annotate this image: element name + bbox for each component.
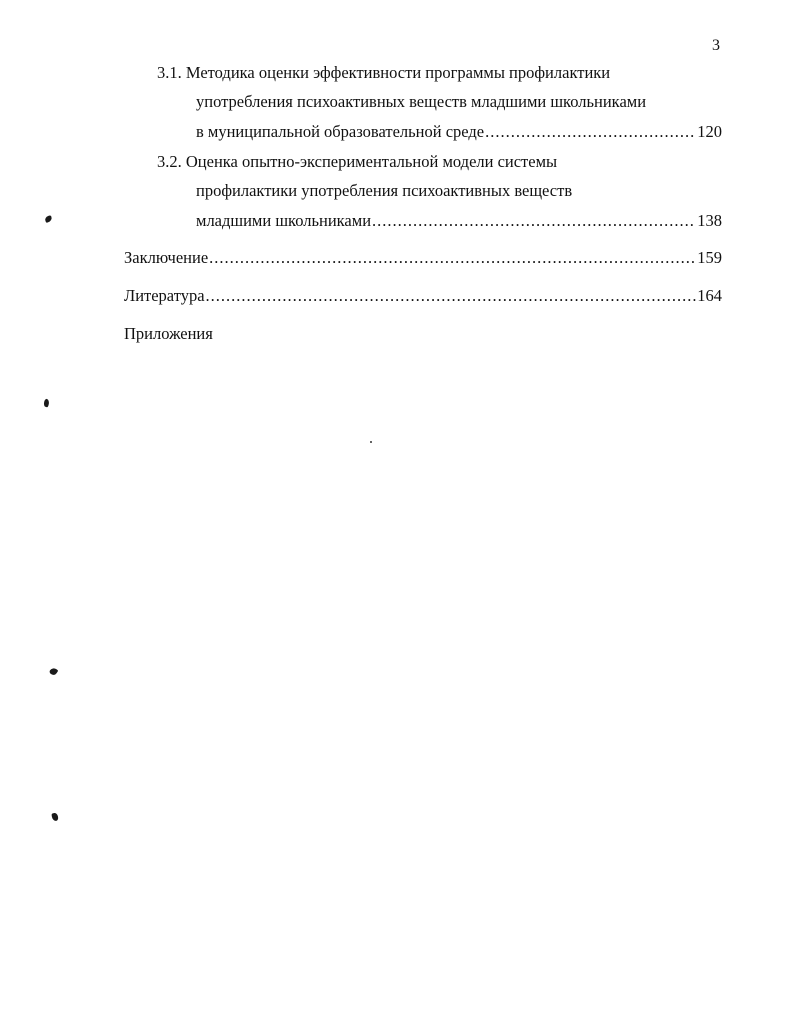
toc-entry-line: 3.1. Методика оценки эффективности программы профилактики — [157, 63, 611, 82]
toc-entry-text: младшими школьниками — [196, 211, 372, 230]
toc-entry-appendices: Приложения — [124, 324, 213, 343]
toc-page-number: 164 — [697, 286, 722, 305]
dot-leader — [485, 121, 696, 143]
page-number: 3 — [712, 37, 720, 54]
toc-entry-literature — [124, 285, 722, 307]
toc-page-number: 120 — [697, 122, 722, 141]
toc-entry-line: 3.2. Оценка опытно-экспериментальной модели системы — [157, 152, 558, 171]
toc-entry-last-line — [196, 210, 722, 232]
toc-entry-text: Литература — [124, 286, 205, 305]
dot-leader — [206, 285, 697, 307]
toc-entry-text: Заключение — [124, 248, 209, 267]
dot-leader — [209, 247, 696, 269]
toc-entry-text: в муниципальной образовательной среде — [196, 122, 485, 141]
toc-entry-line: профилактики употребления психоактивных веществ — [196, 181, 573, 200]
dot-leader — [372, 210, 696, 232]
toc-entry-line: употребления психоактивных веществ младшими школьниками — [196, 92, 647, 111]
toc-page-number: 159 — [697, 248, 722, 267]
toc-entry-last-line — [196, 121, 722, 143]
scan-speck — [370, 441, 372, 443]
toc-page-number: 138 — [697, 211, 722, 230]
toc-entry-conclusion — [124, 247, 722, 269]
